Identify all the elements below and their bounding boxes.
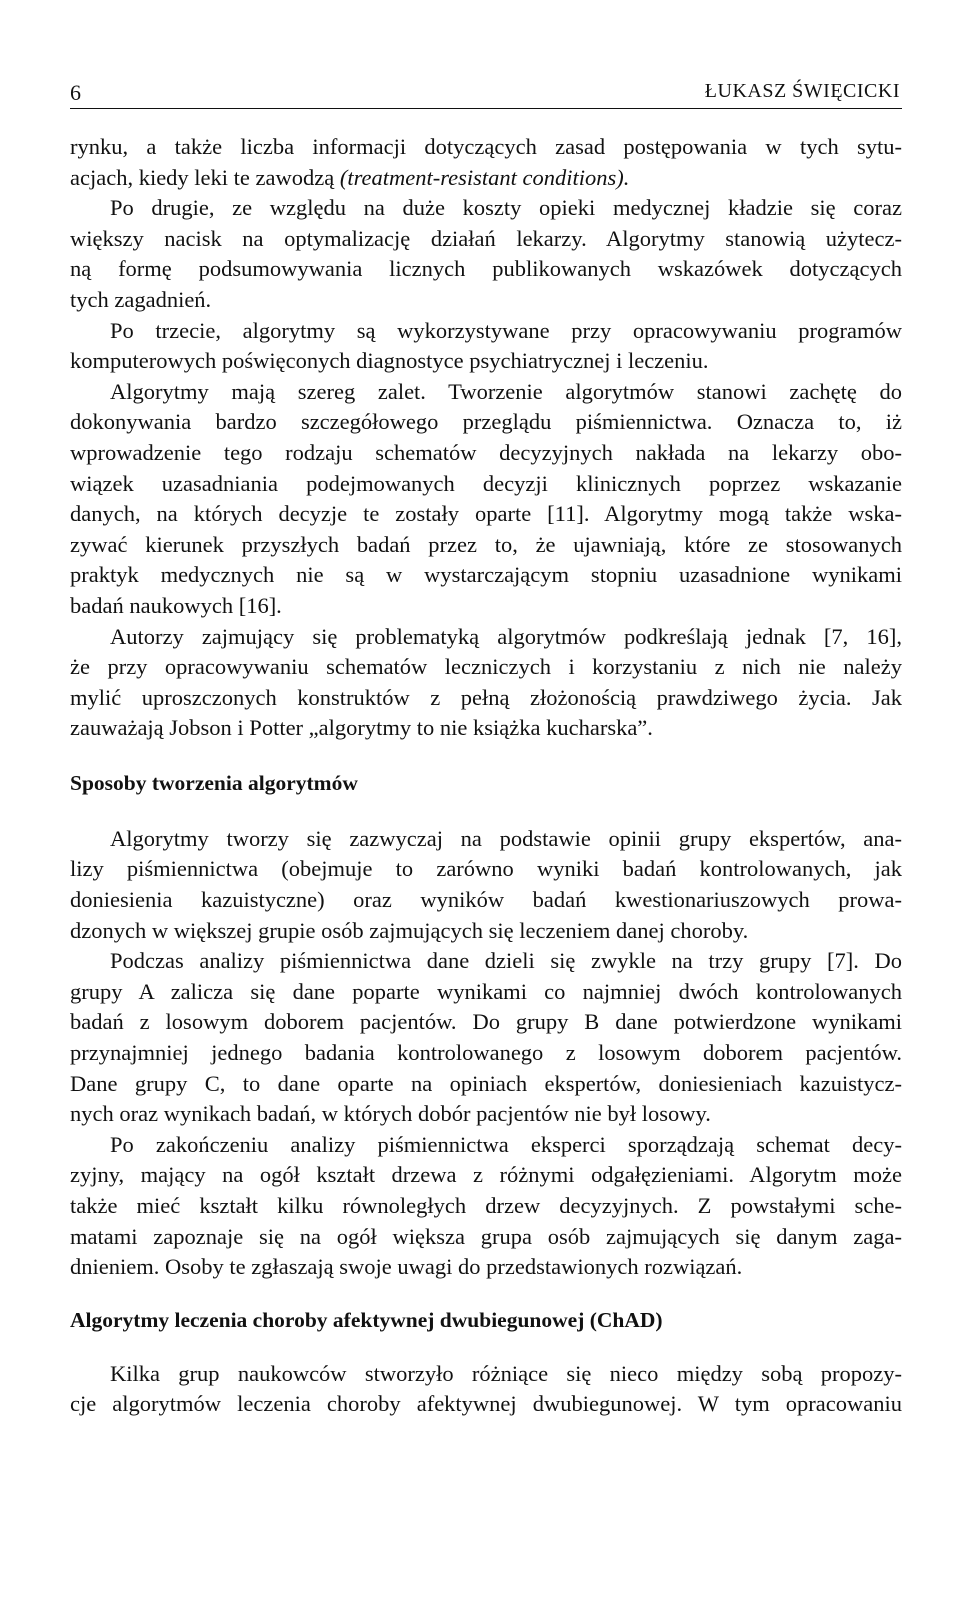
text-line: doniesienia kazuistyczne) oraz wyników badań kwestionariuszowych prowa- [70, 887, 902, 913]
text-line: Dane grupy C, to dane oparte na opiniach ekspertów, doniesieniach kazuistycz- [70, 1070, 902, 1096]
text-line: dokonywania bardzo szczegółowego przeglądu piśmiennictwa. Oznacza to, iż [70, 409, 902, 435]
italic-phrase: (treatment-resistant conditions). [339, 164, 630, 190]
text-line: dzonych w większej grupie osób zajmujących się leczeniem danej choroby. [70, 917, 749, 943]
text-line: lizy piśmiennictwa (obejmuje to zarówno wyniki badań kontrolowanych, jak [70, 856, 902, 882]
page-header [70, 78, 902, 109]
text-line: zauważają Jobson i Potter „algorytmy to nie książka kucharska”. [70, 715, 653, 741]
text-line: Po trzecie, algorytmy są wykorzystywane przy opracowywaniu programów [110, 317, 902, 343]
text-line: zyjny, mający na ogół kształt drzewa z różnymi odgałęzieniami. Algorytm może [70, 1162, 902, 1188]
text-line: wiązek uzasadniania podejmowanych decyzji klinicznych poprzez wskazanie [70, 470, 902, 496]
section-heading: Algorytmy leczenia choroby afektywnej dwubiegunowej (ChAD) [70, 1307, 663, 1332]
text-line: cje algorytmów leczenia choroby afektywnej dwubiegunowej. W tym opracowaniu [70, 1391, 902, 1417]
text-line: także mieć kształt kilku równoległych drzew decyzyjnych. Z powstałymi sche- [70, 1193, 902, 1218]
text-line: praktyk medycznych nie są w wystarczającym stopniu uzasadnione wynikami [70, 562, 902, 588]
text-line: Autorzy zajmujący się problematyką algorytmów podkreślają jednak [7, 16], [110, 623, 902, 649]
text-line: Kilka grup naukowców stworzyło różniące się nieco między sobą propozy- [110, 1360, 902, 1386]
text-line: mylić uproszczonych konstruktów z pełną złożonością prawdziwego życia. Jak [70, 684, 902, 710]
text-line: matami zapoznaje się na ogół większa grupa osób zajmujących się danym zaga- [70, 1223, 902, 1249]
text-line: przynajmniej jednego badania kontrolowanego z losowym doborem pacjentów. [70, 1040, 902, 1066]
page-body [70, 132, 902, 1420]
text-line: badań z losowym doborem pacjentów. Do grupy B dane potwierdzone wynikami [70, 1009, 902, 1035]
text-line: dnieniem. Osoby te zgłaszają swoje uwagi do przedstawionych rozwiązań. [70, 1254, 743, 1280]
text-line: Po zakończeniu analizy piśmiennictwa eksperci sporządzają schemat decy- [110, 1131, 902, 1157]
text-line: tych zagadnień. [70, 286, 212, 312]
text-line: rynku, a także liczba informacji dotyczących zasad postępowania w tych sytu- [70, 134, 902, 159]
text-line: ną formę podsumowywania licznych publikowanych wskazówek dotyczących [70, 256, 902, 282]
page-number: 6 [70, 80, 81, 105]
text-line: Po drugie, ze względu na duże koszty opieki medycznej kładzie się coraz [110, 195, 902, 221]
text-line: acjach, kiedy leki te zawodzą (treatment-resistant conditions). [70, 164, 630, 190]
text-line: zywać kierunek przyszłych badań przez to, że ujawniają, które ze stosowanych [70, 531, 902, 557]
text-line: że przy opracowywaniu schematów leczniczych i korzystaniu z nich nie należy [70, 654, 902, 680]
text-line: komputerowych poświęconych diagnostyce psychiatrycznej i leczeniu. [70, 348, 709, 374]
text-line: badań naukowych [16]. [70, 592, 282, 618]
text-line: nych oraz wynikach badań, w których dobór pacjentów nie był losowy. [70, 1101, 711, 1127]
running-head: ŁUKASZ ŚWIĘCICKI [704, 80, 900, 102]
text-line: większy nacisk na optymalizację działań lekarzy. Algorytmy stanowią użytecz- [70, 225, 902, 251]
text-line: Podczas analizy piśmiennictwa dane dzieli się zwykle na trzy grupy [7]. Do [110, 948, 902, 974]
text-line: wprowadzenie tego rodzaju schematów decyzyjnych nakłada na lekarzy obo- [70, 439, 902, 465]
text-line: Algorytmy tworzy się zazwyczaj na podstawie opinii grupy ekspertów, ana- [110, 825, 902, 851]
text-line: Algorytmy mają szereg zalet. Tworzenie algorytmów stanowi zachętę do [110, 378, 902, 404]
section-heading: Sposoby tworzenia algorytmów [70, 770, 358, 795]
text-line: danych, na których decyzje te zostały oparte [11]. Algorytmy mogą także wska- [70, 501, 902, 527]
text-line: grupy A zalicza się dane poparte wynikami co najmniej dwóch kontrolowanych [70, 978, 902, 1004]
